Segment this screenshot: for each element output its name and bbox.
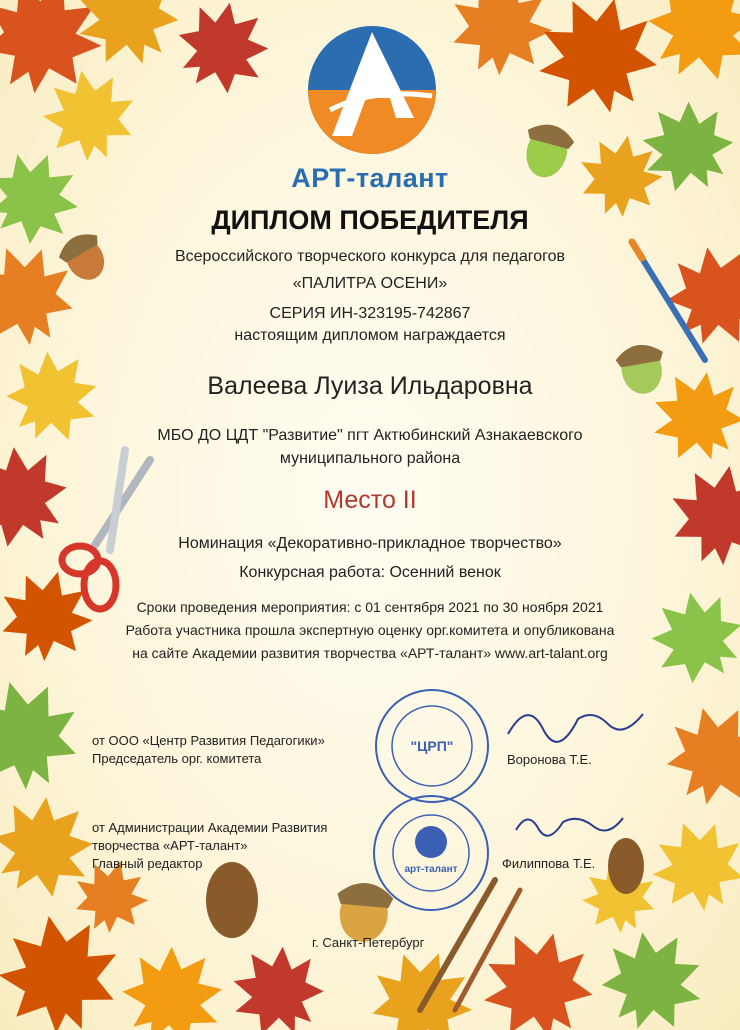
awarded-line: настоящим дипломом награждается bbox=[234, 327, 506, 344]
signer2-role: Главный редактор bbox=[92, 856, 203, 871]
stamp1-center-text: "ЦРП" bbox=[410, 738, 454, 754]
nomination: Номинация «Декоративно-прикладное творчество» bbox=[178, 535, 562, 552]
city: г. Санкт-Петербург bbox=[312, 935, 425, 950]
signature-voronova bbox=[498, 694, 648, 754]
series-number: СЕРИЯ ИН-323195-742867 bbox=[269, 305, 471, 322]
signer1-role: Председатель орг. комитета bbox=[92, 751, 262, 766]
signature-filippova bbox=[508, 800, 628, 850]
signer2-org: от Администрации Академии Развития bbox=[92, 820, 328, 835]
organization-line-2: муниципального района bbox=[279, 450, 461, 467]
signer1-org: от ООО «Центр Развития Педагогики» bbox=[92, 733, 325, 748]
expert-line-2: на сайте Академии развития творчества «АРТ-талант» www.art-talant.org bbox=[132, 645, 608, 661]
recipient-name: Валеева Луиза Ильдаровна bbox=[207, 372, 533, 400]
logo-text: АРТ-талант bbox=[291, 163, 449, 193]
contest-name: «ПАЛИТРА ОСЕНИ» bbox=[292, 275, 448, 292]
signer1-name: Воронова Т.Е. bbox=[507, 752, 592, 767]
crp-stamp bbox=[372, 686, 492, 806]
event-dates: Сроки проведения мероприятия: с 01 сентября 2021 по 30 ноября 2021 bbox=[136, 599, 604, 615]
art-talant-logo bbox=[292, 18, 452, 158]
organization-line-1: МБО ДО ЦДТ "Развитие" пгт Актюбинский Азнакаевского bbox=[157, 427, 583, 444]
stamp2-center-text: арт-талант bbox=[404, 864, 458, 875]
diploma-title: ДИПЛОМ ПОБЕДИТЕЛЯ bbox=[211, 205, 529, 235]
contest-line: Всероссийского творческого конкурса для педагогов bbox=[174, 248, 566, 265]
expert-line-1: Работа участника прошла экспертную оценку орг.комитета и опубликована bbox=[125, 622, 615, 638]
signer2-name: Филиппова Т.Е. bbox=[502, 856, 596, 871]
place-award: Место II bbox=[323, 486, 417, 514]
art-talant-stamp bbox=[370, 792, 492, 914]
signer2-org-line2: творчества «АРТ-талант» bbox=[92, 838, 248, 853]
contest-work: Конкурсная работа: Осенний венок bbox=[239, 564, 501, 581]
